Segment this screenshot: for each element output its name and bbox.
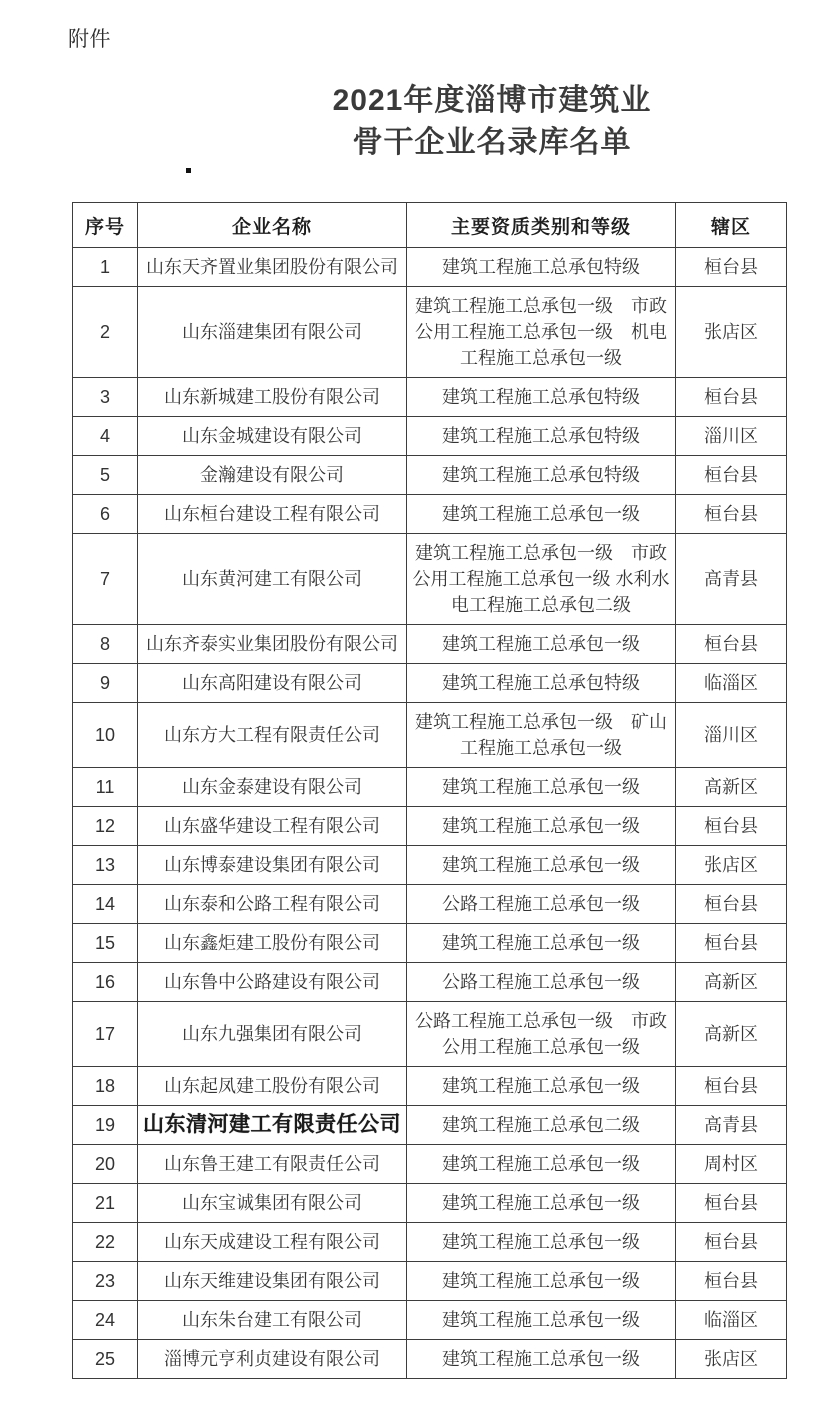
cell-district: 桓台县	[676, 456, 787, 495]
cell-district: 高新区	[676, 963, 787, 1002]
cell-qualification: 建筑工程施工总承包特级	[407, 456, 676, 495]
cell-district: 临淄区	[676, 1301, 787, 1340]
cell-qualification: 建筑工程施工总承包一级	[407, 1301, 676, 1340]
table-row	[73, 1145, 787, 1184]
column-header-qualification: 主要资质类别和等级	[407, 203, 676, 248]
table-row	[73, 534, 787, 625]
table-row	[73, 417, 787, 456]
cell-district: 桓台县	[676, 248, 787, 287]
cell-qualification: 建筑工程施工总承包一级	[407, 1223, 676, 1262]
table-header-row	[73, 203, 787, 248]
cell-district: 张店区	[676, 846, 787, 885]
table-row	[73, 963, 787, 1002]
cell-district: 桓台县	[676, 1067, 787, 1106]
cell-qualification: 建筑工程施工总承包一级	[407, 807, 676, 846]
cell-qualification: 建筑工程施工总承包二级	[407, 1106, 676, 1145]
cell-no: 5	[73, 456, 138, 495]
cell-qualification: 建筑工程施工总承包一级 市政公用工程施工总承包一级 水利水电工程施工总承包二级	[407, 534, 676, 625]
cell-company-name: 山东新城建工股份有限公司	[138, 378, 407, 417]
table-body	[73, 248, 787, 1379]
cell-qualification: 建筑工程施工总承包一级	[407, 1067, 676, 1106]
cell-no: 8	[73, 625, 138, 664]
cell-company-name: 山东高阳建设有限公司	[138, 664, 407, 703]
cell-no: 18	[73, 1067, 138, 1106]
cell-district: 淄川区	[676, 417, 787, 456]
cell-district: 张店区	[676, 1340, 787, 1379]
cell-qualification: 建筑工程施工总承包一级	[407, 1145, 676, 1184]
cell-company-name: 山东方大工程有限责任公司	[138, 703, 407, 768]
table-row	[73, 1106, 787, 1145]
cell-district: 桓台县	[676, 378, 787, 417]
cell-company-name: 山东九强集团有限公司	[138, 1002, 407, 1067]
cell-district: 高青县	[676, 534, 787, 625]
cell-no: 23	[73, 1262, 138, 1301]
attachment-label: 附件	[68, 28, 111, 51]
column-header-district: 辖区	[676, 203, 787, 248]
dot-artifact	[186, 168, 191, 173]
column-header-no: 序号	[73, 203, 138, 248]
table-header	[73, 203, 787, 248]
cell-district: 桓台县	[676, 1223, 787, 1262]
cell-company-name: 山东桓台建设工程有限公司	[138, 495, 407, 534]
cell-company-name: 山东淄建集团有限公司	[138, 287, 407, 378]
cell-no: 1	[73, 248, 138, 287]
cell-qualification: 建筑工程施工总承包一级 矿山工程施工总承包一级	[407, 703, 676, 768]
cell-qualification: 建筑工程施工总承包一级	[407, 625, 676, 664]
cell-company-name: 山东宝诚集团有限公司	[138, 1184, 407, 1223]
cell-qualification: 建筑工程施工总承包一级	[407, 1262, 676, 1301]
cell-company-name: 山东黄河建工有限公司	[138, 534, 407, 625]
cell-no: 24	[73, 1301, 138, 1340]
cell-district: 高新区	[676, 1002, 787, 1067]
cell-qualification: 建筑工程施工总承包一级	[407, 1340, 676, 1379]
cell-company-name: 山东鲁王建工有限责任公司	[138, 1145, 407, 1184]
cell-company-name: 山东天维建设集团有限公司	[138, 1262, 407, 1301]
cell-company-name: 山东清河建工有限责任公司	[138, 1106, 407, 1145]
table-row	[73, 703, 787, 768]
cell-district: 高新区	[676, 768, 787, 807]
cell-no: 2	[73, 287, 138, 378]
cell-qualification: 建筑工程施工总承包一级	[407, 768, 676, 807]
table-row	[73, 625, 787, 664]
cell-qualification: 公路工程施工总承包一级	[407, 963, 676, 1002]
cell-qualification: 建筑工程施工总承包一级 市政公用工程施工总承包一级 机电工程施工总承包一级	[407, 287, 676, 378]
cell-no: 12	[73, 807, 138, 846]
table-row	[73, 248, 787, 287]
enterprise-table-container	[72, 202, 758, 1379]
table-row	[73, 1067, 787, 1106]
cell-qualification: 建筑工程施工总承包特级	[407, 417, 676, 456]
cell-district: 桓台县	[676, 1262, 787, 1301]
cell-qualification: 建筑工程施工总承包一级	[407, 924, 676, 963]
cell-company-name: 山东鑫炬建工股份有限公司	[138, 924, 407, 963]
table-row	[73, 924, 787, 963]
cell-no: 10	[73, 703, 138, 768]
table-row	[73, 1262, 787, 1301]
cell-no: 17	[73, 1002, 138, 1067]
table-row	[73, 1184, 787, 1223]
cell-district: 桓台县	[676, 625, 787, 664]
cell-company-name: 山东朱台建工有限公司	[138, 1301, 407, 1340]
table-row	[73, 885, 787, 924]
cell-qualification: 建筑工程施工总承包一级	[407, 846, 676, 885]
table-row	[73, 287, 787, 378]
table-row	[73, 1301, 787, 1340]
cell-district: 淄川区	[676, 703, 787, 768]
cell-qualification: 建筑工程施工总承包特级	[407, 378, 676, 417]
table-row	[73, 1223, 787, 1262]
cell-no: 20	[73, 1145, 138, 1184]
table-row	[73, 846, 787, 885]
cell-no: 19	[73, 1106, 138, 1145]
cell-district: 桓台县	[676, 1184, 787, 1223]
cell-no: 22	[73, 1223, 138, 1262]
cell-no: 7	[73, 534, 138, 625]
cell-qualification: 公路工程施工总承包一级 市政公用工程施工总承包一级	[407, 1002, 676, 1067]
table-row	[73, 1002, 787, 1067]
cell-no: 13	[73, 846, 138, 885]
page-title-line-1: 2021年度淄博市建筑业	[332, 84, 652, 117]
cell-no: 4	[73, 417, 138, 456]
cell-company-name: 山东盛华建设工程有限公司	[138, 807, 407, 846]
enterprise-table	[72, 202, 787, 1379]
cell-district: 桓台县	[676, 807, 787, 846]
table-row	[73, 378, 787, 417]
cell-qualification: 建筑工程施工总承包特级	[407, 248, 676, 287]
cell-company-name: 山东金泰建设有限公司	[138, 768, 407, 807]
cell-district: 临淄区	[676, 664, 787, 703]
cell-company-name: 山东泰和公路工程有限公司	[138, 885, 407, 924]
cell-no: 16	[73, 963, 138, 1002]
table-row	[73, 1340, 787, 1379]
table-row	[73, 807, 787, 846]
cell-no: 9	[73, 664, 138, 703]
cell-no: 11	[73, 768, 138, 807]
cell-no: 25	[73, 1340, 138, 1379]
cell-no: 6	[73, 495, 138, 534]
cell-no: 21	[73, 1184, 138, 1223]
cell-no: 3	[73, 378, 138, 417]
cell-company-name: 山东齐泰实业集团股份有限公司	[138, 625, 407, 664]
cell-company-name: 山东博泰建设集团有限公司	[138, 846, 407, 885]
page-title-line-2: 骨干企业名录库名单	[352, 126, 632, 159]
cell-district: 高青县	[676, 1106, 787, 1145]
cell-company-name: 山东金城建设有限公司	[138, 417, 407, 456]
cell-qualification: 建筑工程施工总承包一级	[407, 495, 676, 534]
cell-company-name: 山东起凤建工股份有限公司	[138, 1067, 407, 1106]
cell-district: 张店区	[676, 287, 787, 378]
table-row	[73, 495, 787, 534]
cell-no: 14	[73, 885, 138, 924]
cell-company-name: 山东天成建设工程有限公司	[138, 1223, 407, 1262]
page-title	[0, 80, 836, 164]
cell-company-name: 山东天齐置业集团股份有限公司	[138, 248, 407, 287]
table-row	[73, 768, 787, 807]
cell-district: 桓台县	[676, 924, 787, 963]
cell-district: 桓台县	[676, 885, 787, 924]
cell-company-name: 山东鲁中公路建设有限公司	[138, 963, 407, 1002]
table-row	[73, 456, 787, 495]
table-row	[73, 664, 787, 703]
cell-district: 桓台县	[676, 495, 787, 534]
cell-company-name: 淄博元亨利贞建设有限公司	[138, 1340, 407, 1379]
cell-no: 15	[73, 924, 138, 963]
cell-qualification: 建筑工程施工总承包特级	[407, 664, 676, 703]
cell-district: 周村区	[676, 1145, 787, 1184]
cell-company-name: 金瀚建设有限公司	[138, 456, 407, 495]
cell-qualification: 公路工程施工总承包一级	[407, 885, 676, 924]
cell-qualification: 建筑工程施工总承包一级	[407, 1184, 676, 1223]
column-header-company-name: 企业名称	[138, 203, 407, 248]
